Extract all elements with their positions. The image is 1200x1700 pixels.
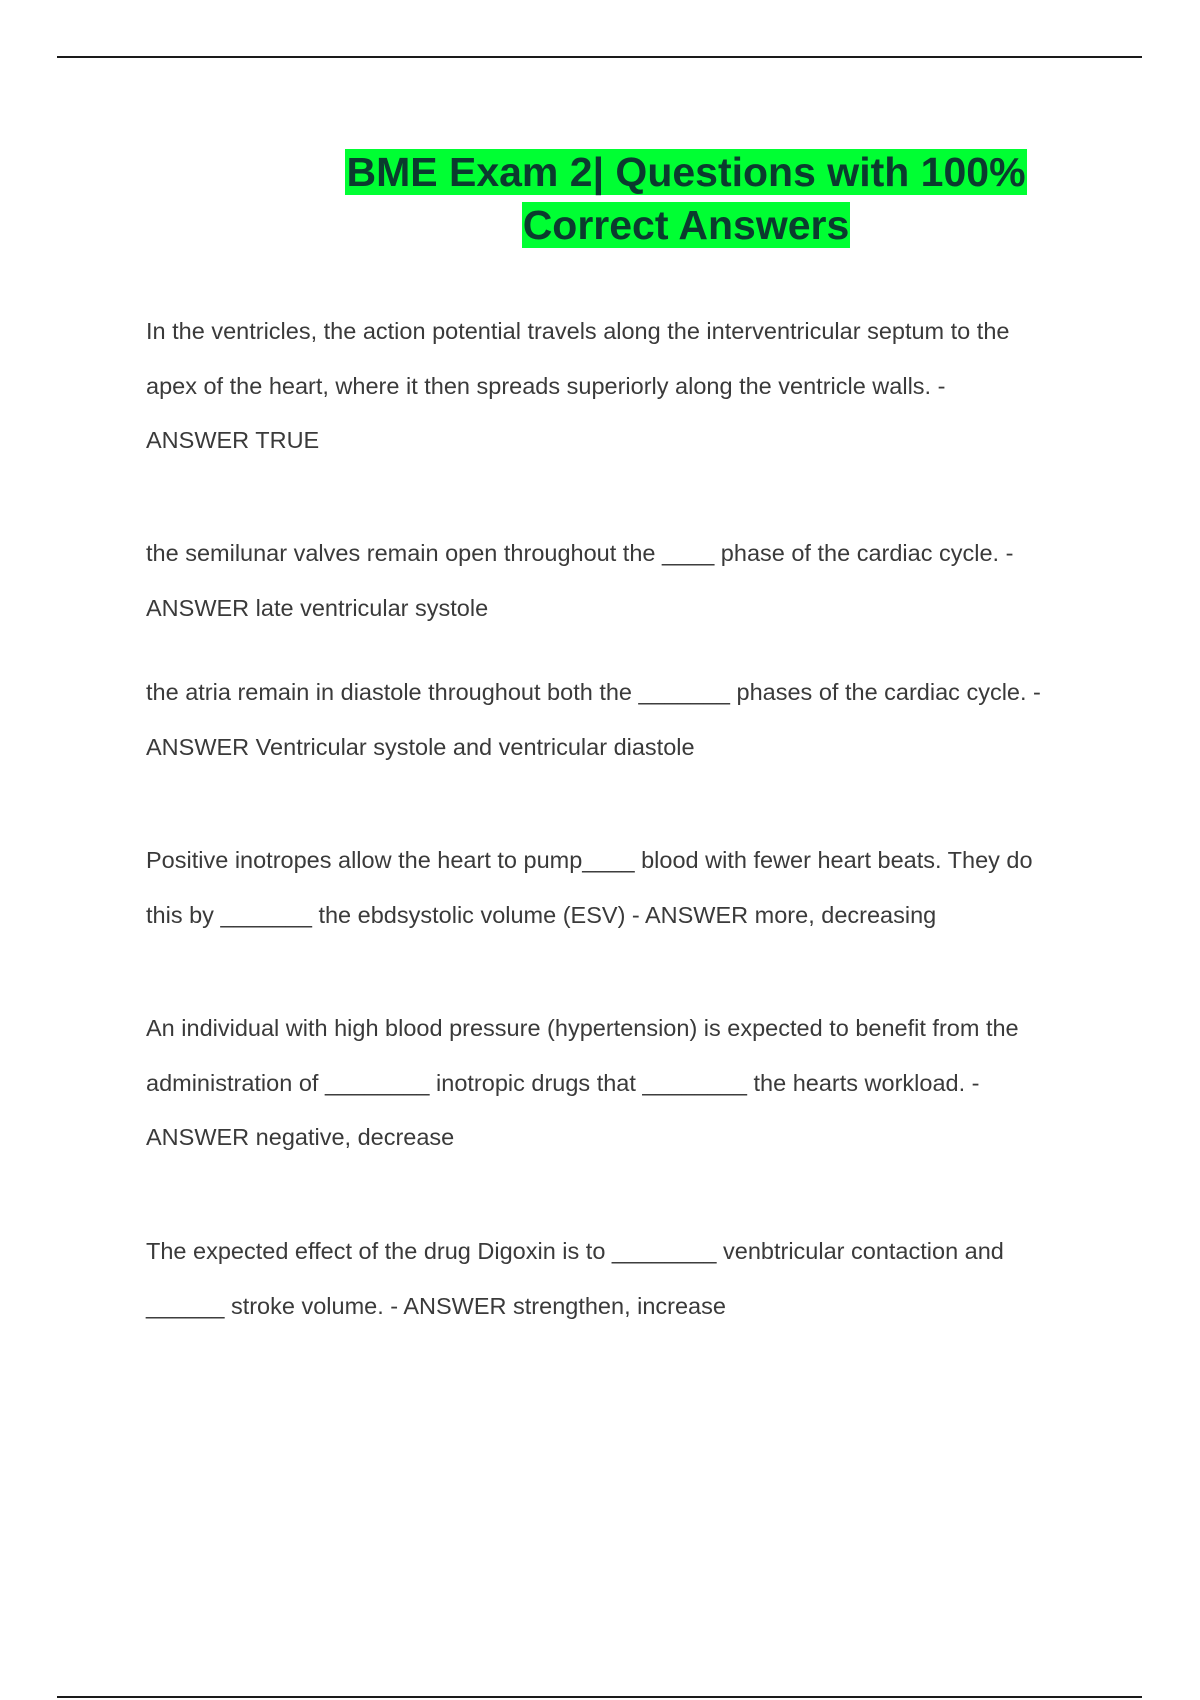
qa-line: the atria remain in diastole throughout both the _______ phases of the cardiac cycle. - [146, 679, 1041, 705]
document-title [310, 146, 1062, 252]
qa-line: administration of ________ inotropic drugs that ________ the hearts workload. - [146, 1069, 980, 1096]
top-rule [57, 56, 1142, 58]
qa-item-4 [146, 833, 1086, 942]
qa-line: apex of the heart, where it then spreads superiorly along the ventricle walls. - [146, 372, 946, 399]
qa-line: ANSWER negative, decrease [146, 1124, 455, 1150]
qa-item-2 [146, 526, 1086, 635]
qa-line: ANSWER TRUE [146, 427, 320, 453]
qa-line: In the ventricles, the action potential travels along the interventricular septum to the [146, 318, 1010, 344]
qa-line: Positive inotropes allow the heart to pump____ blood with fewer heart beats. They do [146, 847, 1033, 873]
qa-line: this by _______ the ebdsystolic volume (ESV) - ANSWER more, decreasing [146, 901, 937, 928]
qa-line: ANSWER Ventricular systole and ventricular diastole [146, 733, 695, 760]
qa-item-5 [146, 1001, 1086, 1165]
qa-item-1 [146, 304, 1086, 468]
qa-line: The expected effect of the drug Digoxin is to ________ venbtricular contaction and [146, 1238, 1004, 1264]
title-line-1: BME Exam 2| Questions with 100% [346, 149, 1026, 195]
qa-line: ANSWER late ventricular systole [146, 594, 489, 621]
bottom-rule [57, 1696, 1142, 1698]
qa-item-3 [146, 665, 1086, 774]
qa-line: ______ stroke volume. - ANSWER strengthen, increase [146, 1292, 726, 1319]
qa-line: An individual with high blood pressure (hypertension) is expected to benefit from the [146, 1015, 1019, 1041]
title-line-2: Correct Answers [522, 202, 850, 248]
qa-line: the semilunar valves remain open throughout the ____ phase of the cardiac cycle. - [146, 540, 1014, 566]
qa-item-6 [146, 1224, 1086, 1333]
